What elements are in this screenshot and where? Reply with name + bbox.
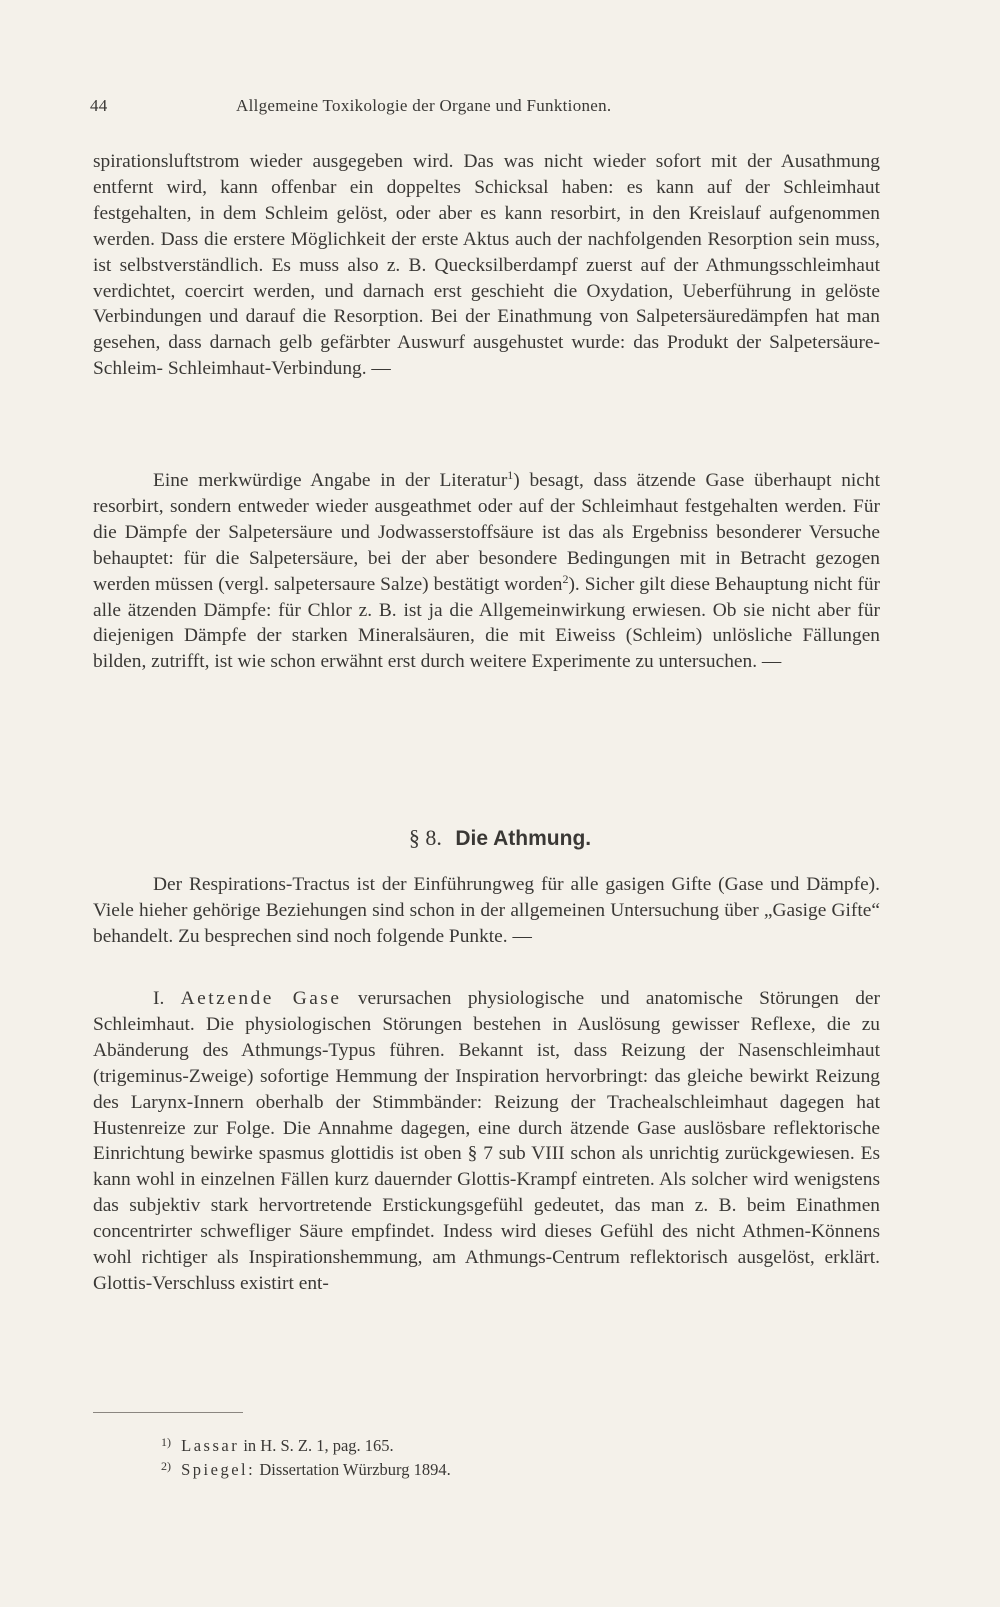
paragraph-intro bbox=[93, 872, 880, 950]
footnote-text: in H. S. Z. 1, pag. 165. bbox=[243, 1436, 394, 1455]
paragraph-continuation bbox=[93, 149, 880, 382]
footnote-divider bbox=[93, 1412, 243, 1413]
text-run: Eine merkwürdige Angabe in der Literatur bbox=[153, 470, 508, 491]
footnote-author: Spiegel: bbox=[181, 1460, 256, 1479]
paragraph-aetzende-gase bbox=[93, 986, 880, 1297]
text-run: verursachen physiologische und anatomische Störungen der Schleimhaut. Die physiologischen Störungen bestehen in Auslösung gewisser Reflexe, die zu Abänderung des Athmungs-Typus führen. Bekannt ist, dass Reizung der Nasenschleimhaut (trigeminus-Zweige) sofortige Hemmung der Inspiration hervorbringt: das gleiche bewirkt Reizung des Larynx-Innern oberhalb der Stimmbänder: Reizung der Trachealschleimhaut dagegen hat Hustenreize zur Folge. Die Annahme dagegen, eine durch ätzende Gase auslösbare reflektorische Einrichtung bewirke spasmus glottidis ist oben § 7 sub VIII schon als unrichtig zurückgewiesen. Es kann wohl in einzelnen Fällen kurz dauernder Glottis-Krampf eintreten. Als solcher wird wenigstens das subjektiv stark hervortretende Erstickungsgefühl gedeutet, das man z. B. beim Einathmen concentrirter schwefliger Säure empfindet. Indess wird dieses Gefühl des nicht Athmen-Könnens wohl richtiger als Inspirationshemmung, am Athmungs-Centrum reflektorisch ausgelöst, erklärt. Glottis-Verschluss existirt ent- bbox=[93, 988, 880, 1294]
paragraph bbox=[93, 986, 880, 1297]
paragraph bbox=[93, 468, 880, 675]
section-title: Die Athmung. bbox=[455, 827, 592, 850]
section-heading bbox=[0, 825, 1000, 851]
section-number: § 8. bbox=[408, 825, 442, 850]
footnote-mark: 1) bbox=[161, 1435, 171, 1449]
paragraph: Der Respirations-Tractus ist der Einführungweg für alle gasigen Gifte (Gase und Dämpfe). Viele hieher gehörige Beziehungen sind schon in der allgemeinen Untersuchung über „Gasige Gifte“ behandelt. Zu besprechen sind noch folgende Punkte. — bbox=[93, 874, 880, 947]
paragraph-literature bbox=[93, 468, 880, 675]
running-title: Allgemeine Toxikologie der Organe und Funktionen. bbox=[236, 96, 612, 115]
footnote-ref: 1 bbox=[507, 468, 514, 482]
paragraph: spirationsluftstrom wieder ausgegeben wird. Das was nicht wieder sofort mit der Ausathmung entfernt wird, kann offenbar ein doppeltes Schicksal haben: es kann auf der Schleimhaut festgehalten, in dem Schleim gelöst, oder aber es kann resorbirt, in den Kreislauf aufgenommen werden. Dass die erstere Möglichkeit der erste Aktus auch der nachfolgenden Resorption sein muss, ist selbstverständlich. Es muss also z. B. Quecksilberdampf zuerst auf der Athmungsschleimhaut verdichtet, coercirt werden, und darnach erst geschieht die Oxydation, Ueberführung in gelöste Verbindungen und darauf die Resorption. Bei der Einathmung von Salpetersäuredämpfen hat man gesehen, dass darnach gelb gefärbter Auswurf ausgehustet wurde: das Produkt der Salpetersäure- Schleim- Schleimhaut-Verbindung. — bbox=[93, 151, 880, 380]
page-header bbox=[90, 96, 880, 122]
footnote-mark: 2) bbox=[161, 1459, 171, 1473]
list-numeral: I. bbox=[153, 988, 165, 1009]
footnote-ref: 2 bbox=[562, 571, 569, 586]
text-run: ). Sicher gilt diese Behauptung nicht für alle ätzenden Dämpfe: für Chlor z. B. ist ja die Allgemeinwirkung erwiesen. Ob sie nicht aber für diejenigen Dämpfe der starken Mineralsäuren, die mit Eiweiss (Schleim) unlösliche Fällungen bilden, zutrifft, ist wie schon erwähnt erst durch weitere Experimente zu untersuchen. — bbox=[93, 573, 880, 673]
footnote-author: Lassar bbox=[181, 1436, 240, 1455]
footnote bbox=[161, 1432, 793, 1456]
text-run: ) besagt, dass ätzende Gase überhaupt nicht resorbirt, sondern entweder wieder ausgeathmet oder auf der Schleimhaut festgehalten werden. Für die Dämpfe der Salpetersäure und Jodwasserstoffsäure ist das als Ergebniss besonderer Versuche behauptet: für die Salpetersäure, bei der aber besondere Bedingungen mit in Betracht gezogen werden müssen (vergl. salpetersaure Salze) bestätigt worden bbox=[93, 470, 880, 595]
footnote-text: Dissertation Würzburg 1894. bbox=[259, 1460, 451, 1479]
footnote bbox=[161, 1456, 793, 1480]
emphasized-term: Aetzende Gase bbox=[180, 988, 342, 1009]
footnotes bbox=[93, 1432, 793, 1480]
page-number: 44 bbox=[90, 96, 108, 115]
